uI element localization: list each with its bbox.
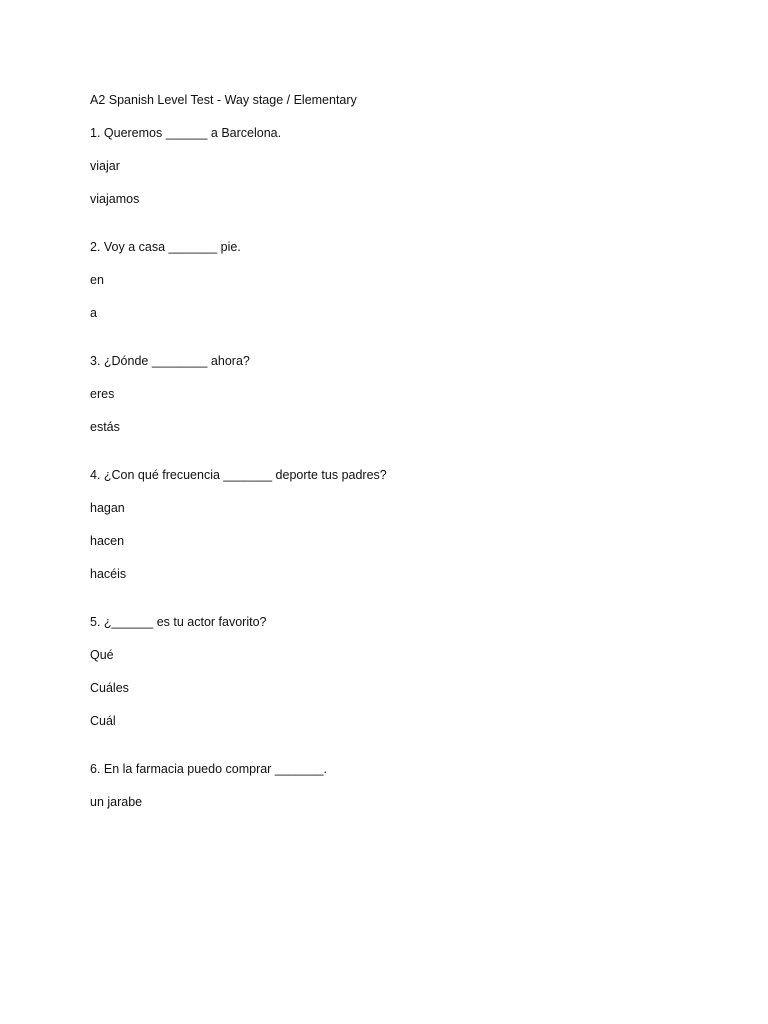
answer-option: Qué (90, 648, 114, 662)
question-prompt: 6. En la farmacia puedo comprar _______. (90, 762, 327, 776)
question-prompt: 3. ¿Dónde ________ ahora? (90, 354, 250, 368)
answer-option: viajar (90, 159, 120, 173)
answer-option: Cuáles (90, 681, 129, 695)
answer-option: hacéis (90, 567, 127, 581)
question-3 (90, 354, 710, 435)
answer-option: en (90, 273, 104, 287)
question-prompt: 1. Queremos ______ a Barcelona. (90, 126, 282, 140)
question-2 (90, 240, 710, 321)
answer-option: Cuál (90, 714, 116, 728)
question-prompt: 2. Voy a casa _______ pie. (90, 240, 241, 254)
question-6 (90, 762, 710, 810)
question-4 (90, 468, 710, 582)
answer-option: eres (90, 387, 115, 401)
answer-option: hacen (90, 534, 125, 548)
question-1 (90, 126, 710, 207)
answer-option: a (90, 306, 97, 320)
document-body (90, 93, 710, 828)
document-title: A2 Spanish Level Test - Way stage / Elementary (90, 93, 357, 107)
answer-option: hagan (90, 501, 125, 515)
question-5 (90, 615, 710, 729)
answer-option: un jarabe (90, 795, 143, 809)
answer-option: viajamos (90, 192, 140, 206)
answer-option: estás (90, 420, 120, 434)
question-prompt: 5. ¿______ es tu actor favorito? (90, 615, 267, 629)
question-prompt: 4. ¿Con qué frecuencia _______ deporte tus padres? (90, 468, 387, 482)
